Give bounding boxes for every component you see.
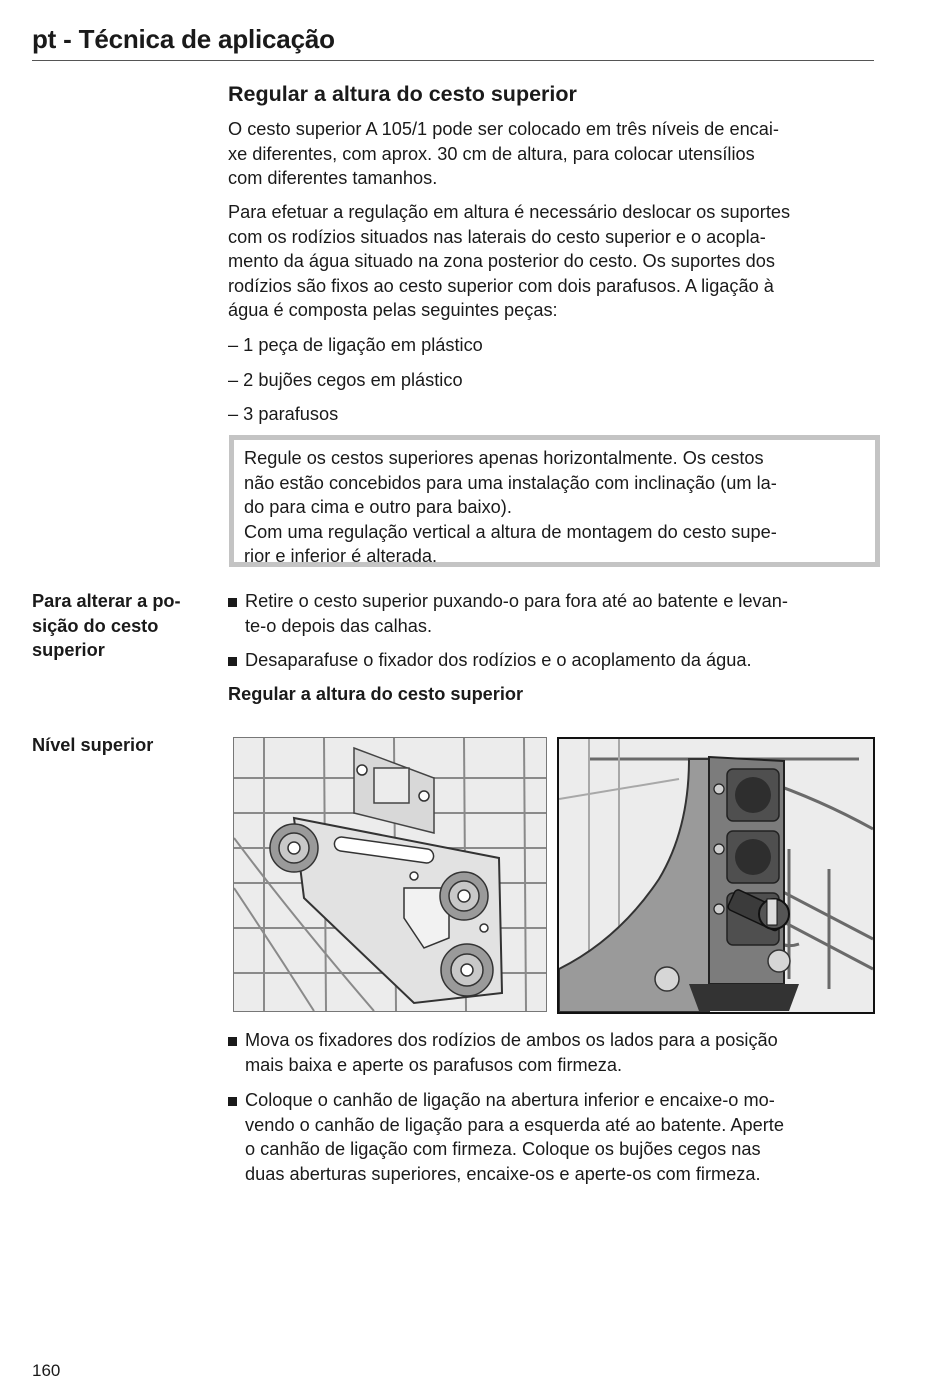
roller-bracket-drawing — [234, 738, 546, 1011]
bullet-square-icon — [228, 1037, 237, 1046]
side-label-change-position: Para alterar a po- sição do cesto superior — [32, 591, 181, 661]
adjustment-paragraph: Para efetuar a regulação em altura é necessário deslocar os suportes com os rodízios situados nas laterais do cesto superior e o acopla- mento da água situado na zona posterior do cesto. Os suportes dos rodízios são fixos ao cesto superior com dois parafusos. A ligação à água é composta pelas seguintes peças: — [228, 202, 791, 321]
parts-list-item: – 2 bujões cegos em plástico — [228, 370, 463, 390]
subsection-title: Regular a altura do cesto superior — [228, 684, 524, 704]
note-text: Regule os cestos superiores apenas horizontalmente. Os cestos não estão concebidos para uma instalação com inclinação (um la- do para cima e outro para baixo). — [244, 448, 777, 518]
page-header — [32, 22, 874, 61]
step-item — [228, 1028, 876, 1077]
step-text: Desaparafuse o fixador dos rodízios e o acoplamento da água. — [245, 650, 752, 670]
step-text: Retire o cesto superior puxando-o para fora até ao batente e levan- te-o depois das calhas. — [245, 591, 788, 636]
step-item — [228, 648, 876, 673]
parts-list-item: – 1 peça de ligação em plástico — [228, 335, 483, 355]
roller-bracket-illustration — [233, 737, 547, 1012]
step-item — [228, 1088, 876, 1186]
water-coupling-drawing — [559, 739, 873, 1012]
bullet-square-icon — [228, 657, 237, 666]
page-title: pt - Técnica de aplicação — [32, 24, 335, 54]
warning-note-box — [229, 435, 880, 567]
bullet-square-icon — [228, 1097, 237, 1106]
bullet-square-icon — [228, 598, 237, 607]
page-number: 160 — [32, 1361, 61, 1380]
parts-list-item: – 3 parafusos — [228, 404, 339, 424]
step-text: Mova os fixadores dos rodízios de ambos os lados para a posição mais baixa e aperte os parafusos com firmeza. — [245, 1030, 778, 1075]
water-coupling-illustration — [557, 737, 875, 1014]
note-text: Com uma regulação vertical a altura de montagem do cesto supe- rior e inferior é alterada. — [244, 521, 777, 567]
section-title: Regular a altura do cesto superior — [228, 82, 577, 106]
step-item — [228, 589, 876, 638]
side-label-upper-level: Nível superior — [32, 735, 154, 755]
step-text: Coloque o canhão de ligação na abertura inferior e encaixe-o mo- vendo o canhão de ligação para a esquerda até ao batente. Aperte o canhão de ligação com firmeza. Coloque os bujões cegos nas duas aberturas superiores, encaixe-os e aperte-os com firmeza. — [245, 1090, 784, 1184]
intro-paragraph: O cesto superior A 105/1 pode ser colocado em três níveis de encai- xe diferentes, com aprox. 30 cm de altura, para colocar utensílios com diferentes tamanhos. — [228, 119, 779, 189]
